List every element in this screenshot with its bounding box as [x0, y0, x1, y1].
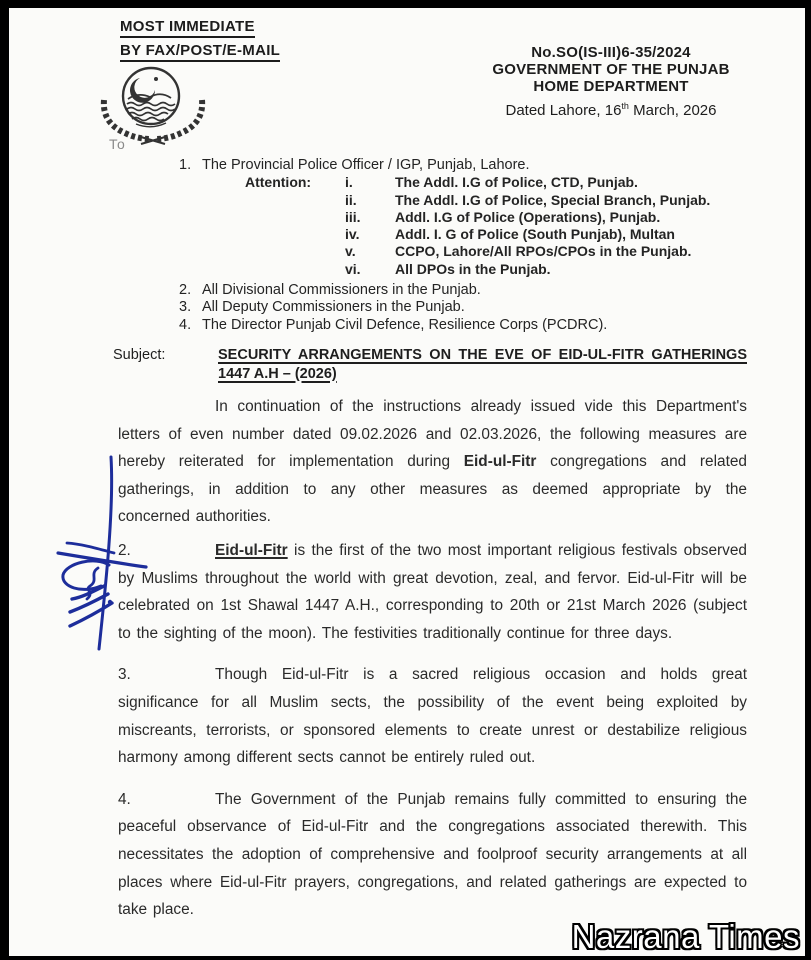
addressee-list	[179, 157, 754, 334]
paragraph-4: 4. The Government of the Punjab remains fully committed to ensuring the peaceful observance of Eid-ul-Fitr and the congregations associated therewith. This necessitates the adoption of comprehensive and foolproof security arrangements at all places where Eid-ul-Fitr prayers, congregations, and related gatherings are expected to take place.	[118, 790, 747, 919]
subject-label: Subject:	[113, 347, 166, 363]
attention-text: All DPOs in the Punjab.	[395, 260, 551, 277]
addressee-text: All Deputy Commissioners in the Punjab.	[202, 299, 465, 316]
subject-text	[218, 346, 747, 383]
attention-row	[345, 192, 754, 209]
addressee-row	[179, 317, 754, 334]
attention-row	[345, 174, 754, 191]
paragraph-3: 3. Though Eid-ul-Fitr is a sacred religious occasion and holds great significance for all Muslim sects, the possibility of the event being exploited by miscreants, terrorists, or sponsored elements to create unrest or destabilize religious harmony among different sects cannot be entirely ruled out.	[118, 666, 747, 767]
most-immediate-stamp: MOST IMMEDIATE	[120, 18, 255, 38]
date-prefix: Dated Lahore, 16	[505, 102, 622, 119]
addressee-number: 2.	[179, 282, 192, 299]
reference-number: No.SO(IS-III)6-35/2024	[531, 44, 691, 61]
attention-text: Addl. I. G of Police (South Punjab), Multan	[395, 226, 675, 243]
date-ordinal: th	[621, 101, 629, 111]
letter-body	[118, 393, 747, 938]
attention-block	[245, 174, 754, 278]
paragraph-2: 2. Eid-ul-Fitr is the first of the two most important religious festivals observed by Muslims throughout the world with great devotion, zeal, and fervor. Eid-ul-Fitr will be celebrated on 1st Shawal 1447 A.H., corresponding to 20th or 21st March 2026 (subject to the sighting of the moon). The festivities traditionally continue for three days.	[118, 541, 747, 642]
addressee-number: 1.	[179, 157, 192, 173]
subject-line-2: 1447 A.H – (2026)	[218, 365, 337, 382]
date-suffix: March, 2026	[628, 102, 717, 119]
letterhead	[437, 44, 785, 120]
addressee-number: 3.	[179, 299, 192, 316]
watermark: Nazrana Times	[571, 918, 800, 955]
addressee-text: The Provincial Police Officer / IGP, Punjab, Lahore.	[202, 157, 530, 173]
subject-block	[113, 346, 747, 383]
attention-number: v.	[345, 243, 356, 260]
letter-page	[9, 8, 805, 956]
addressee-row	[179, 282, 754, 299]
attention-number: vi.	[345, 260, 361, 277]
paragraph-1: In continuation of the instructions already issued vide this Department's letters of even number dated 09.02.2026 and 02.03.2026, the following measures are hereby reiterated for implementation during Eid-ul-Fitr congregations and related gatherings, in addition to any other measures as deemed appropriate by the concerned authorities.	[118, 398, 747, 526]
punjab-government-crest-icon	[87, 58, 219, 155]
addressee-number: 4.	[179, 316, 192, 333]
to-label: To	[109, 136, 126, 152]
addressee-row	[179, 157, 754, 174]
attention-label: Attention:	[245, 174, 312, 191]
attention-text: Addl. I.G of Police (Operations), Punjab.	[395, 208, 661, 225]
addressee-row	[179, 299, 754, 316]
attention-row	[345, 226, 754, 243]
attention-number: iii.	[345, 208, 361, 225]
department-name: HOME DEPARTMENT	[533, 78, 689, 95]
attention-number: i.	[345, 174, 353, 191]
attention-row	[345, 261, 754, 278]
attention-number: iv.	[345, 226, 360, 243]
delivery-mode-stamp: BY FAX/POST/E-MAIL	[120, 42, 280, 62]
date-line	[437, 97, 785, 120]
addressee-text: The Director Punjab Civil Defence, Resilience Corps (PCDRC).	[202, 316, 608, 333]
attention-text: CCPO, Lahore/All RPOs/CPOs in the Punjab.	[395, 243, 692, 260]
attention-number: ii.	[345, 191, 357, 208]
subject-line-1: SECURITY ARRANGEMENTS ON THE EVE OF EID-UL-FITR GATHERINGS	[218, 347, 747, 363]
attention-text: The Addl. I.G of Police, Special Branch, Punjab.	[395, 191, 711, 208]
attention-row	[345, 209, 754, 226]
attention-text: The Addl. I.G of Police, CTD, Punjab.	[395, 174, 638, 191]
addressee-text: All Divisional Commissioners in the Punjab.	[202, 282, 481, 299]
government-name: GOVERNMENT OF THE PUNJAB	[492, 61, 730, 78]
attention-row	[345, 243, 754, 260]
